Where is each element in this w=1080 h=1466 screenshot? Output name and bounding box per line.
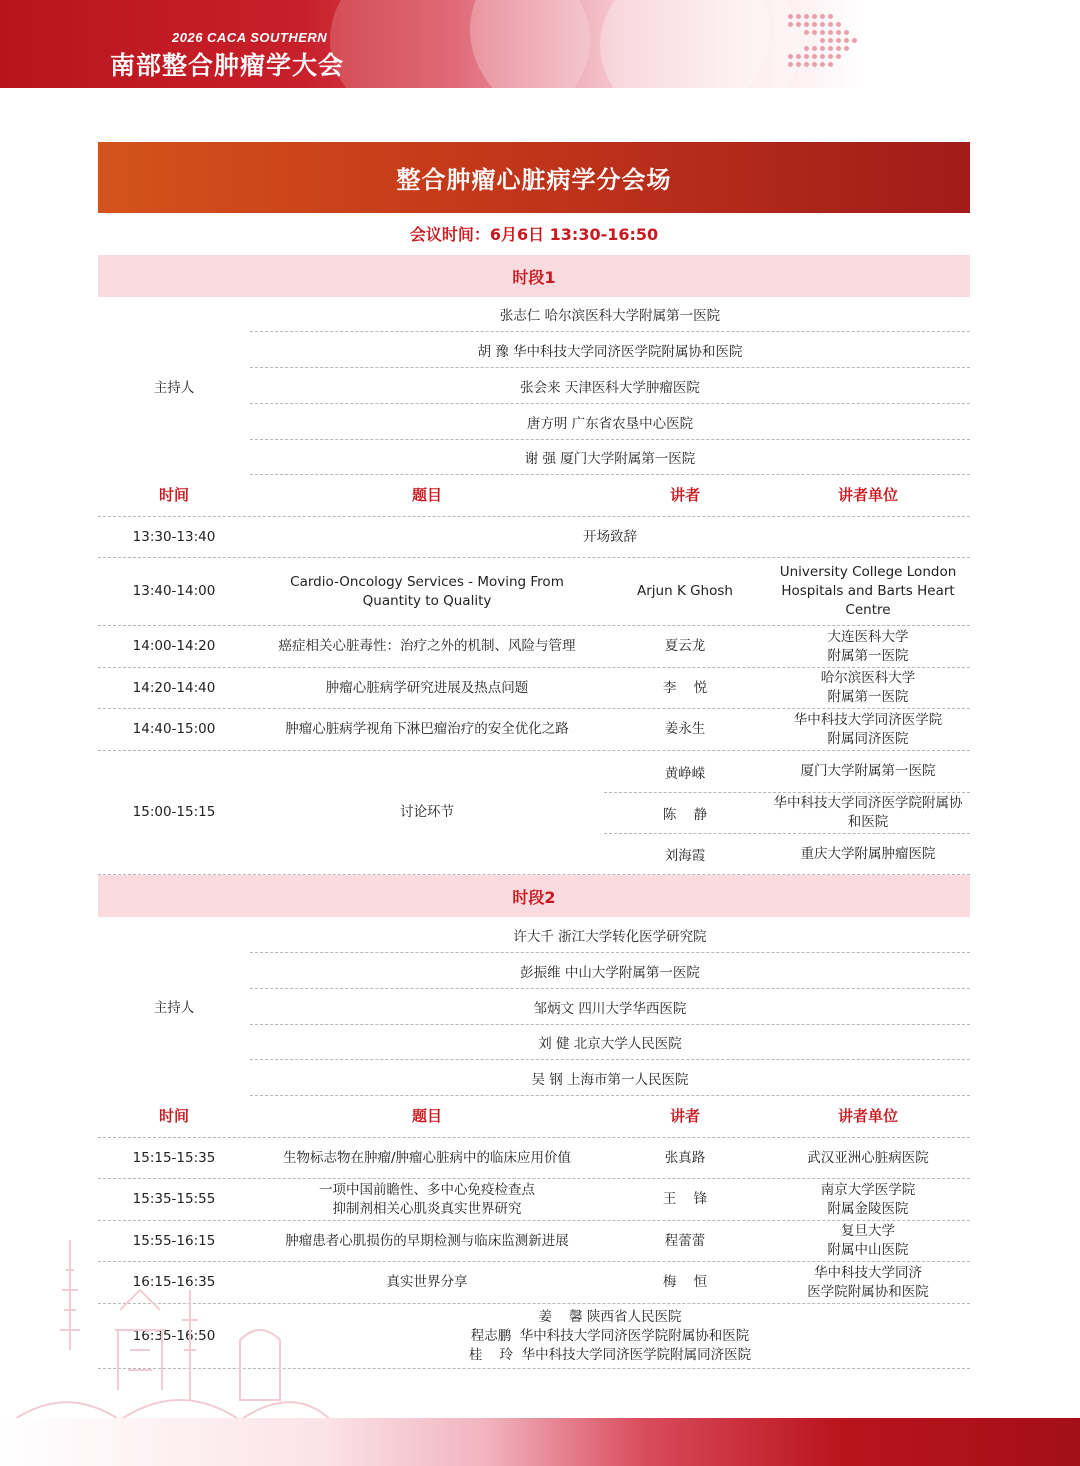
footer-band [0, 1418, 1080, 1466]
row-time: 15:00-15:15 [132, 804, 216, 820]
logo-dot [820, 62, 825, 67]
host-line: 唐方明 广东省农垦中心医院 [250, 404, 970, 440]
row-speaker: 王 锋 [662, 1191, 708, 1207]
logo-dot [828, 22, 833, 27]
row-time: 14:00-14:20 [132, 638, 216, 654]
panel-unit: 重庆大学附属肿瘤医院 [800, 845, 936, 862]
row-time: 16:35-16:50 [132, 1327, 216, 1344]
logo-dot [804, 46, 809, 51]
logo-dot [836, 22, 841, 27]
logo-dot [820, 46, 825, 51]
host-line: 彭振维 中山大学附属第一医院 [250, 953, 970, 989]
row-time: 14:20-14:40 [132, 679, 216, 696]
panel-speaker: 陈 静 [662, 807, 708, 823]
logo-dot [812, 22, 817, 27]
row-unit: 哈尔滨医科大学 附属第一医院 [820, 670, 916, 705]
meeting-time: 会议时间：6月6日 13:30-16:50 [409, 225, 659, 244]
banner-title-cn: 南部整合肿瘤学大会 [110, 51, 345, 80]
logo-dot [812, 30, 817, 35]
host-line: 许大千 浙江大学转化医学研究院 [250, 917, 970, 953]
row-speaker: Arjun K Ghosh [637, 583, 733, 599]
host-label-1: 主持人 [153, 380, 195, 396]
host-line: 谢 强 厦门大学附属第一医院 [250, 440, 970, 475]
logo-dot [836, 46, 841, 51]
row-time: 14:40-15:00 [132, 721, 216, 737]
logo-dot [788, 62, 793, 67]
logo-dot [820, 54, 825, 59]
col-speaker: 讲者 [669, 486, 700, 504]
host-line: 张会来 天津医科大学肿瘤医院 [250, 368, 970, 404]
segment-2-header: 时段2 [98, 875, 970, 917]
closing-host-line: 姜 馨 陕西省人民医院 [538, 1308, 682, 1325]
session-title: 整合肿瘤心脏病学分会场 [98, 142, 970, 213]
logo-dot [796, 54, 801, 59]
host-line: 刘 健 北京大学人民医院 [250, 1025, 970, 1060]
logo-dot [804, 30, 809, 35]
logo-dot [788, 54, 793, 59]
row-topic: Cardio-Oncology Services - Moving From Quantity to Quality [290, 573, 564, 609]
row-time: 15:15-15:35 [132, 1149, 216, 1166]
table-row [98, 626, 970, 668]
row-unit: 复旦大学 附属中山医院 [827, 1223, 909, 1258]
row-unit: 南京大学医学院 附属金陵医院 [820, 1181, 916, 1217]
logo-dot [828, 38, 833, 43]
logo-dot [828, 14, 833, 19]
row-speaker: 夏云龙 [664, 638, 706, 654]
panel-unit: 华中科技大学同济医学院附属协和医院 [773, 795, 963, 830]
panel-speaker: 黄峥嵘 [664, 765, 706, 782]
row-topic: 生物标志物在肿瘤/肿瘤心脏病中的临床应用价值 [282, 1149, 572, 1166]
host-line: 邹炳文 四川大学华西医院 [250, 989, 970, 1025]
col-topic: 题目 [411, 1107, 442, 1125]
logo-dot [836, 38, 841, 43]
row-time: 15:55-16:15 [132, 1232, 216, 1249]
logo-dot [812, 54, 817, 59]
logo-dot [828, 30, 833, 35]
row-speaker: 张真路 [664, 1149, 706, 1166]
host-line: 胡 豫 华中科技大学同济医学院附属协和医院 [250, 332, 970, 368]
row-time: 15:35-15:55 [132, 1191, 216, 1207]
column-header-row-2 [98, 1096, 970, 1138]
row-speaker: 梅 恒 [662, 1274, 708, 1290]
col-speaker: 讲者 [669, 1107, 700, 1125]
logo-dot [820, 38, 825, 43]
closing-host-line: 程志鹏 华中科技大学同济医学院附属协和医院 [470, 1327, 750, 1344]
table-row [98, 1138, 970, 1179]
table-row [98, 558, 970, 626]
row-topic: 开场致辞 [583, 528, 637, 545]
row-topic: 肿瘤心脏病学研究进展及热点问题 [325, 679, 529, 696]
closing-hosts [250, 1304, 970, 1368]
logo-dot [844, 38, 849, 43]
banner-title-en: 2026 CACA SOUTHERN [172, 30, 328, 45]
table-row [98, 517, 970, 558]
logo-dot [820, 14, 825, 19]
logo-dot [836, 30, 841, 35]
row-topic: 肿瘤患者心肌损伤的早期检测与临床监测新进展 [285, 1232, 569, 1249]
row-speaker: 程蕾蕾 [664, 1232, 706, 1249]
row-unit: 华中科技大学同济医学院 附属同济医院 [793, 711, 943, 747]
closing-host-line: 桂 玲 华中科技大学同济医学院附属同济医院 [468, 1346, 752, 1363]
logo-dot [796, 22, 801, 27]
logo-dot [820, 22, 825, 27]
logo-dot [852, 38, 857, 43]
table-row [98, 1179, 970, 1221]
panel-row [604, 793, 970, 834]
panel-row [604, 751, 970, 793]
row-topic: 真实世界分享 [386, 1274, 468, 1290]
row-time: 13:40-14:00 [132, 583, 216, 599]
row-speaker: 李 悦 [662, 679, 708, 696]
logo-dot [828, 62, 833, 67]
panel-speaker: 刘海霞 [664, 848, 706, 864]
row-topic: 肿瘤心脏病学视角下淋巴瘤治疗的安全优化之路 [285, 721, 569, 737]
segment-1-header: 时段1 [98, 255, 970, 297]
row-speaker: 姜永生 [664, 721, 706, 737]
logo-dot [844, 30, 849, 35]
logo-dot [804, 14, 809, 19]
col-time: 时间 [158, 1107, 189, 1125]
logo-dot [804, 62, 809, 67]
logo-dot [804, 22, 809, 27]
row-unit: 武汉亚洲心脏病医院 [807, 1149, 929, 1166]
column-header-row-1 [98, 475, 970, 517]
logo-dot [796, 62, 801, 67]
logo-dot [820, 30, 825, 35]
row-topic: 一项中国前瞻性、多中心免疫检查点 抑制剂相关心肌炎真实世界研究 [319, 1181, 535, 1217]
row-unit: 大连医科大学 附属第一医院 [827, 628, 909, 664]
logo-dot [812, 62, 817, 67]
top-banner [0, 0, 1080, 88]
row-topic: 癌症相关心脏毒性：治疗之外的机制、风险与管理 [278, 638, 576, 654]
row-unit: University College London Hospitals and Barts Heart Centre [779, 564, 957, 618]
logo-dot [844, 46, 849, 51]
col-unit: 讲者单位 [837, 1107, 898, 1125]
host-line: 吴 钢 上海市第一人民医院 [250, 1060, 970, 1096]
table-row [98, 709, 970, 751]
logo-dot [812, 46, 817, 51]
host-line: 张志仁 哈尔滨医科大学附属第一医院 [250, 297, 970, 332]
table-row [98, 668, 970, 709]
logo-dot [788, 22, 793, 27]
host-label-2: 主持人 [153, 1000, 195, 1016]
row-time: 13:30-13:40 [132, 528, 216, 545]
panel-unit: 厦门大学附属第一医院 [800, 763, 936, 779]
col-unit: 讲者单位 [837, 486, 898, 504]
logo-dot [828, 54, 833, 59]
row-topic: 讨论环节 [400, 804, 454, 820]
row-unit: 华中科技大学同济 医学院附属协和医院 [807, 1264, 929, 1300]
logo-dot [836, 54, 841, 59]
logo-dot [804, 54, 809, 59]
logo-dot [828, 46, 833, 51]
panel-row [604, 834, 970, 874]
col-topic: 题目 [411, 486, 442, 504]
logo-dot [812, 14, 817, 19]
col-time: 时间 [158, 486, 189, 504]
logo-dot [796, 14, 801, 19]
row-time: 16:15-16:35 [132, 1274, 216, 1290]
logo-dot [788, 14, 793, 19]
